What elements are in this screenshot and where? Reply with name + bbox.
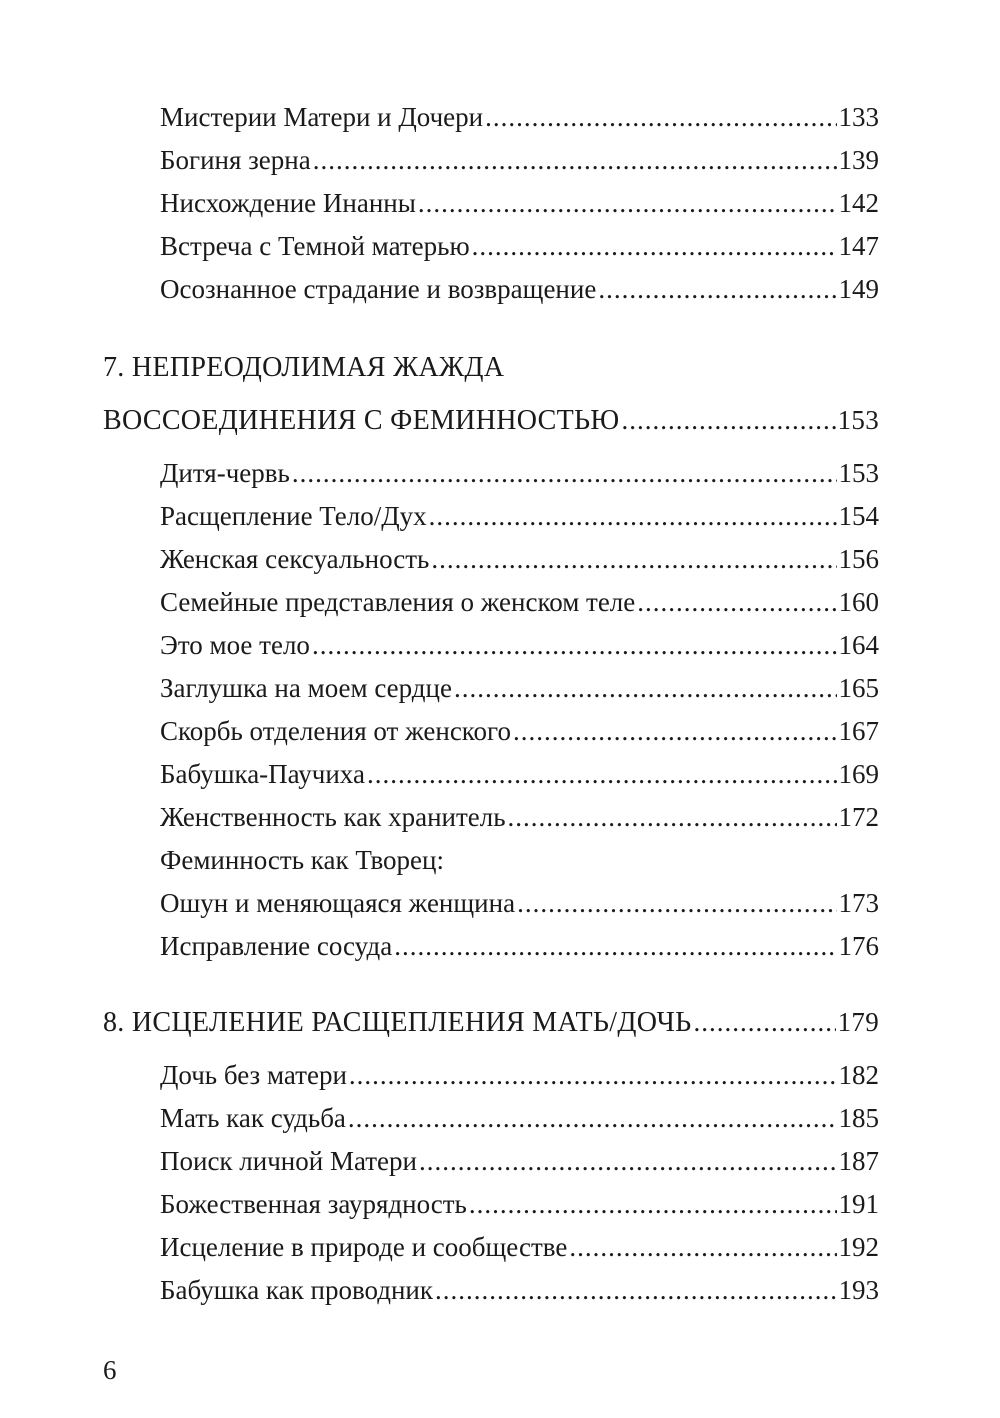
toc-entry-page: 185 bbox=[838, 1103, 879, 1133]
toc-entry-title: Осознанное страдание и возвращение bbox=[160, 274, 597, 304]
toc-entry[interactable] bbox=[103, 1140, 879, 1183]
toc-entry-title: Женственность как хранитель bbox=[160, 802, 506, 832]
toc-entry-page: 182 bbox=[838, 1060, 879, 1090]
toc-entry-page: 154 bbox=[838, 501, 879, 531]
toc-entry[interactable] bbox=[103, 796, 879, 839]
toc-entry[interactable] bbox=[103, 495, 879, 538]
dot-leader bbox=[569, 1226, 836, 1269]
dot-leader bbox=[435, 1269, 837, 1312]
toc-entry-title: Дочь без матери bbox=[160, 1060, 347, 1090]
chapter-page: 179 bbox=[837, 1007, 879, 1037]
spacer bbox=[103, 311, 879, 342]
toc-entry[interactable] bbox=[103, 1054, 879, 1097]
dot-leader bbox=[508, 796, 837, 839]
toc-entry-page: 156 bbox=[838, 544, 879, 574]
toc-entry[interactable] bbox=[103, 624, 879, 667]
toc-entry[interactable] bbox=[103, 1097, 879, 1140]
toc-entry-page: 153 bbox=[838, 458, 879, 488]
toc-entry-title: Бабушка как проводник bbox=[160, 1275, 433, 1305]
toc-entry-title: Бабушка-Паучиха bbox=[160, 759, 365, 789]
dot-leader bbox=[394, 925, 836, 968]
chapter-page: 153 bbox=[837, 405, 879, 435]
spacer bbox=[103, 968, 879, 996]
chapter-title-line1: 7. НЕПРЕОДОЛИМАЯ ЖАЖДА bbox=[103, 352, 505, 383]
dot-leader bbox=[367, 753, 837, 796]
dot-leader bbox=[517, 882, 836, 925]
toc-entry[interactable] bbox=[103, 96, 879, 139]
toc-entry-title: Расщепление Тело/Дух bbox=[160, 501, 427, 531]
dot-leader bbox=[485, 96, 836, 139]
toc-entry-title: Божественная заурядность bbox=[160, 1189, 467, 1219]
toc-entry-title: Мистерии Матери и Дочери bbox=[160, 102, 484, 132]
dot-leader bbox=[454, 667, 837, 710]
toc-entry-title: Феминность как Творец: bbox=[160, 845, 444, 875]
dot-leader bbox=[621, 394, 835, 446]
toc-entry[interactable] bbox=[103, 710, 879, 753]
toc-entry[interactable] bbox=[103, 839, 879, 882]
chapter-heading[interactable] bbox=[103, 342, 879, 394]
toc-entry-title: Мать как судьба bbox=[160, 1103, 346, 1133]
toc-entry[interactable] bbox=[103, 139, 879, 182]
dot-leader bbox=[349, 1054, 837, 1097]
toc-entry[interactable] bbox=[103, 667, 879, 710]
toc-entry[interactable] bbox=[103, 182, 879, 225]
toc-entry-page: 142 bbox=[838, 188, 879, 218]
toc-entry-page: 193 bbox=[838, 1275, 879, 1305]
toc-entry[interactable] bbox=[103, 452, 879, 495]
dot-leader bbox=[429, 495, 837, 538]
toc-entry-page: 187 bbox=[838, 1146, 879, 1176]
dot-leader bbox=[472, 225, 837, 268]
toc-entry-page: 147 bbox=[838, 231, 879, 261]
chapter-title: 8. ИСЦЕЛЕНИЕ РАСЩЕПЛЕНИЯ МАТЬ/ДОЧЬ bbox=[103, 1007, 692, 1038]
toc-entry[interactable] bbox=[103, 268, 879, 311]
dot-leader bbox=[637, 581, 836, 624]
toc-entry[interactable] bbox=[103, 581, 879, 624]
dot-leader bbox=[693, 996, 835, 1048]
toc-entry[interactable] bbox=[103, 882, 879, 925]
toc-entry-page: 133 bbox=[838, 102, 879, 132]
toc-entry[interactable] bbox=[103, 925, 879, 968]
toc-entry-title: Это мое тело bbox=[160, 630, 310, 660]
toc-entry-title: Заглушка на моем сердце bbox=[160, 673, 452, 703]
toc-entry-page: 139 bbox=[838, 145, 879, 175]
toc-entry-page: 191 bbox=[838, 1189, 879, 1219]
toc-entry[interactable] bbox=[103, 1183, 879, 1226]
toc-entry-title: Исцеление в природе и сообществе bbox=[160, 1232, 568, 1262]
dot-leader bbox=[598, 268, 836, 311]
toc-entry-title: Богиня зерна bbox=[160, 145, 311, 175]
chapter-heading[interactable] bbox=[103, 394, 879, 446]
toc-entry[interactable] bbox=[103, 753, 879, 796]
toc-entry-page: 176 bbox=[838, 931, 879, 961]
dot-leader bbox=[312, 624, 837, 667]
toc-entry[interactable] bbox=[103, 1226, 879, 1269]
toc-entry-title: Женская сексуальность bbox=[160, 544, 430, 574]
toc-entry-page: 164 bbox=[838, 630, 879, 660]
toc-entry[interactable] bbox=[103, 538, 879, 581]
dot-leader bbox=[419, 1140, 837, 1183]
dot-leader bbox=[292, 452, 837, 495]
toc-entry-page: 169 bbox=[838, 759, 879, 789]
toc-entry-title: Нисхождение Инанны bbox=[160, 188, 416, 218]
dot-leader bbox=[348, 1097, 837, 1140]
toc-entry-page: 149 bbox=[838, 274, 879, 304]
toc-entry-title: Встреча с Темной матерью bbox=[160, 231, 470, 261]
chapter-title-line2: ВОССОЕДИНЕНИЯ С ФЕМИННОСТЬЮ bbox=[103, 405, 620, 436]
chapter-heading[interactable] bbox=[103, 996, 879, 1048]
toc-entry-page: 167 bbox=[838, 716, 879, 746]
page-number: 6 bbox=[103, 1355, 117, 1385]
toc-entry-title: Семейные представления о женском теле bbox=[160, 587, 636, 617]
toc-entry-title: Ошун и меняющаяся женщина bbox=[160, 888, 516, 918]
toc-entry-title: Скорбь отделения от женского bbox=[160, 716, 511, 746]
toc-entry-page: 165 bbox=[838, 673, 879, 703]
toc-entry-page: 160 bbox=[838, 587, 879, 617]
dot-leader bbox=[469, 1183, 837, 1226]
toc-entry[interactable] bbox=[103, 225, 879, 268]
table-of-contents bbox=[103, 96, 879, 1312]
dot-leader bbox=[313, 139, 837, 182]
toc-entry-title: Дитя-червь bbox=[160, 458, 290, 488]
toc-entry-page: 172 bbox=[838, 802, 879, 832]
toc-entry-page: 192 bbox=[838, 1232, 879, 1262]
toc-entry-title: Поиск личной Матери bbox=[160, 1146, 417, 1176]
toc-entry-page: 173 bbox=[838, 888, 879, 918]
dot-leader bbox=[418, 182, 837, 225]
dot-leader bbox=[431, 538, 836, 581]
toc-entry-title: Исправление сосуда bbox=[160, 931, 393, 961]
dot-leader bbox=[513, 710, 837, 753]
toc-entry[interactable] bbox=[103, 1269, 879, 1312]
